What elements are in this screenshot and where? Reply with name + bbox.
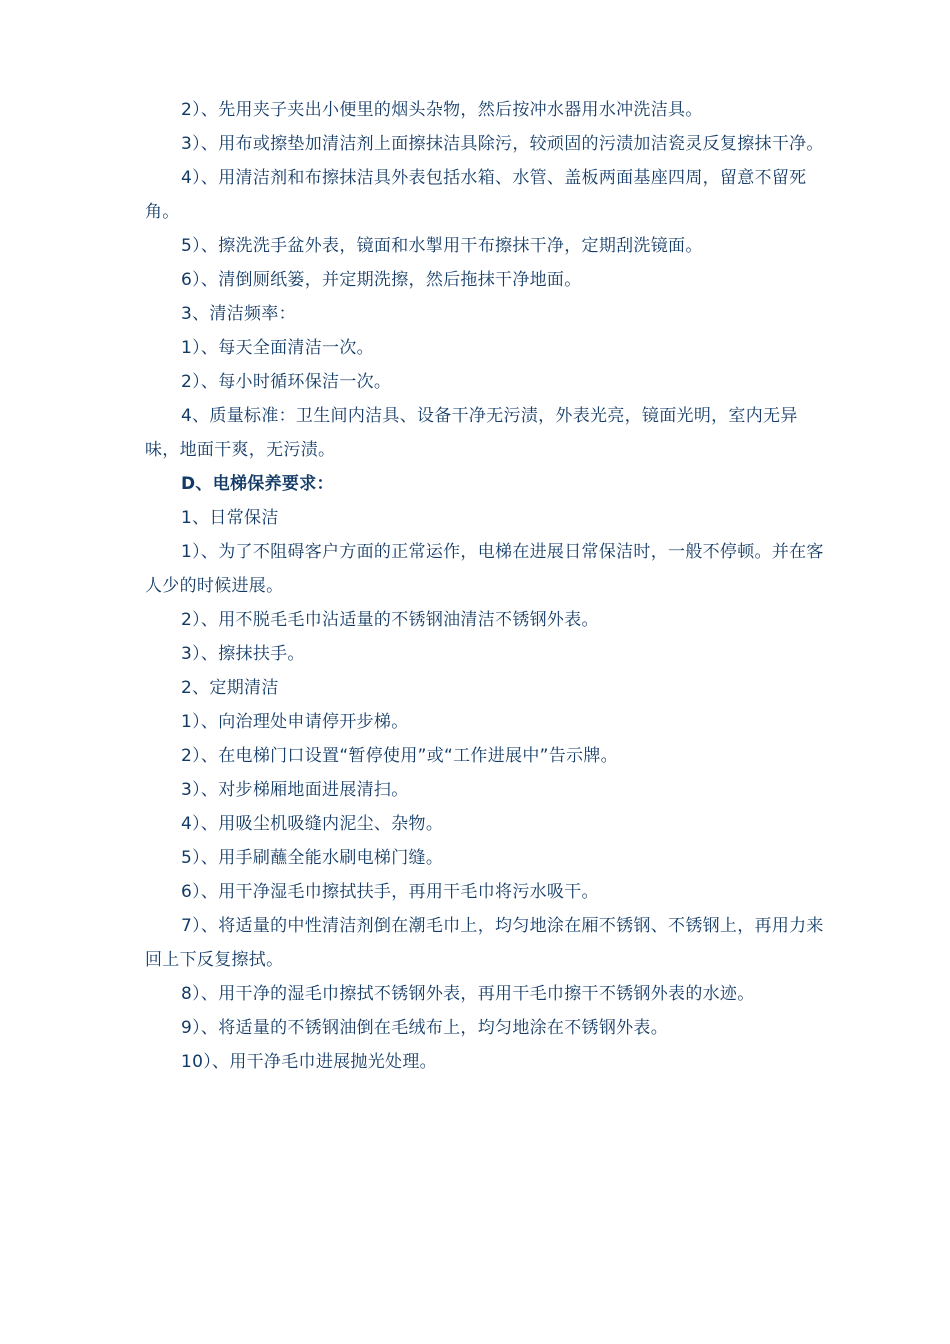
paragraph: 4）、用清洁剂和布擦抹洁具外表包括水箱、水管、盖板两面基座四周，留意不留死角。 bbox=[145, 168, 807, 222]
section-heading: 2、定期清洁 bbox=[181, 678, 279, 698]
paragraph: 10）、用干净毛巾进展抛光处理。 bbox=[181, 1052, 437, 1072]
paragraph: 4、质量标准：卫生间内洁具、设备干净无污渍，外表光亮，镜面光明，室内无异味，地面干爽，无污渍。 bbox=[145, 406, 798, 460]
document-body bbox=[145, 93, 825, 1079]
section-title: D、电梯保养要求： bbox=[181, 474, 334, 494]
paragraph: 2）、用不脱毛毛巾沾适量的不锈钢油清洁不锈钢外表。 bbox=[181, 610, 599, 630]
paragraph: 1）、向治理处申请停开步梯。 bbox=[181, 712, 409, 732]
paragraph: 8）、用干净的湿毛巾擦拭不锈钢外表，再用干毛巾擦干不锈钢外表的水迹。 bbox=[181, 984, 755, 1004]
paragraph: 7）、将适量的中性清洁剂倒在潮毛巾上，均匀地涂在厢不锈钢、不锈钢上，再用力来回上下反复擦拭。 bbox=[145, 916, 824, 970]
paragraph: 1）、为了不阻碍客户方面的正常运作，电梯在进展日常保洁时，一般不停顿。并在客人少的时候进展。 bbox=[145, 542, 824, 596]
paragraph: 3）、对步梯厢地面进展清扫。 bbox=[181, 780, 409, 800]
paragraph: 2）、先用夹子夹出小便里的烟头杂物，然后按冲水器用水冲洗洁具。 bbox=[181, 100, 703, 120]
section-heading: 3、清洁频率： bbox=[181, 304, 296, 324]
paragraph: 5）、用手刷蘸全能水刷电梯门缝。 bbox=[181, 848, 444, 868]
paragraph: 3）、用布或擦垫加清洁剂上面擦抹洁具除污，较顽固的污渍加洁瓷灵反复擦抹干净。 bbox=[181, 134, 824, 154]
paragraph: 6）、用干净湿毛巾擦拭扶手，再用干毛巾将污水吸干。 bbox=[181, 882, 599, 902]
paragraph: 4）、用吸尘机吸缝内泥尘、杂物。 bbox=[181, 814, 444, 834]
paragraph: 6）、清倒厕纸篓，并定期洗擦，然后拖抹干净地面。 bbox=[181, 270, 582, 290]
paragraph: 2）、每小时循环保洁一次。 bbox=[181, 372, 392, 392]
paragraph: 5）、擦洗洗手盆外表，镜面和水掣用干布擦抹干净，定期刮洗镜面。 bbox=[181, 236, 703, 256]
paragraph: 3）、擦抹扶手。 bbox=[181, 644, 305, 664]
paragraph: 1）、每天全面清洁一次。 bbox=[181, 338, 374, 358]
section-heading: 1、日常保洁 bbox=[181, 508, 279, 528]
paragraph: 9）、将适量的不锈钢油倒在毛绒布上，均匀地涂在不锈钢外表。 bbox=[181, 1018, 669, 1038]
paragraph: 2）、在电梯门口设置“暂停使用”或“工作进展中”告示牌。 bbox=[181, 746, 618, 766]
